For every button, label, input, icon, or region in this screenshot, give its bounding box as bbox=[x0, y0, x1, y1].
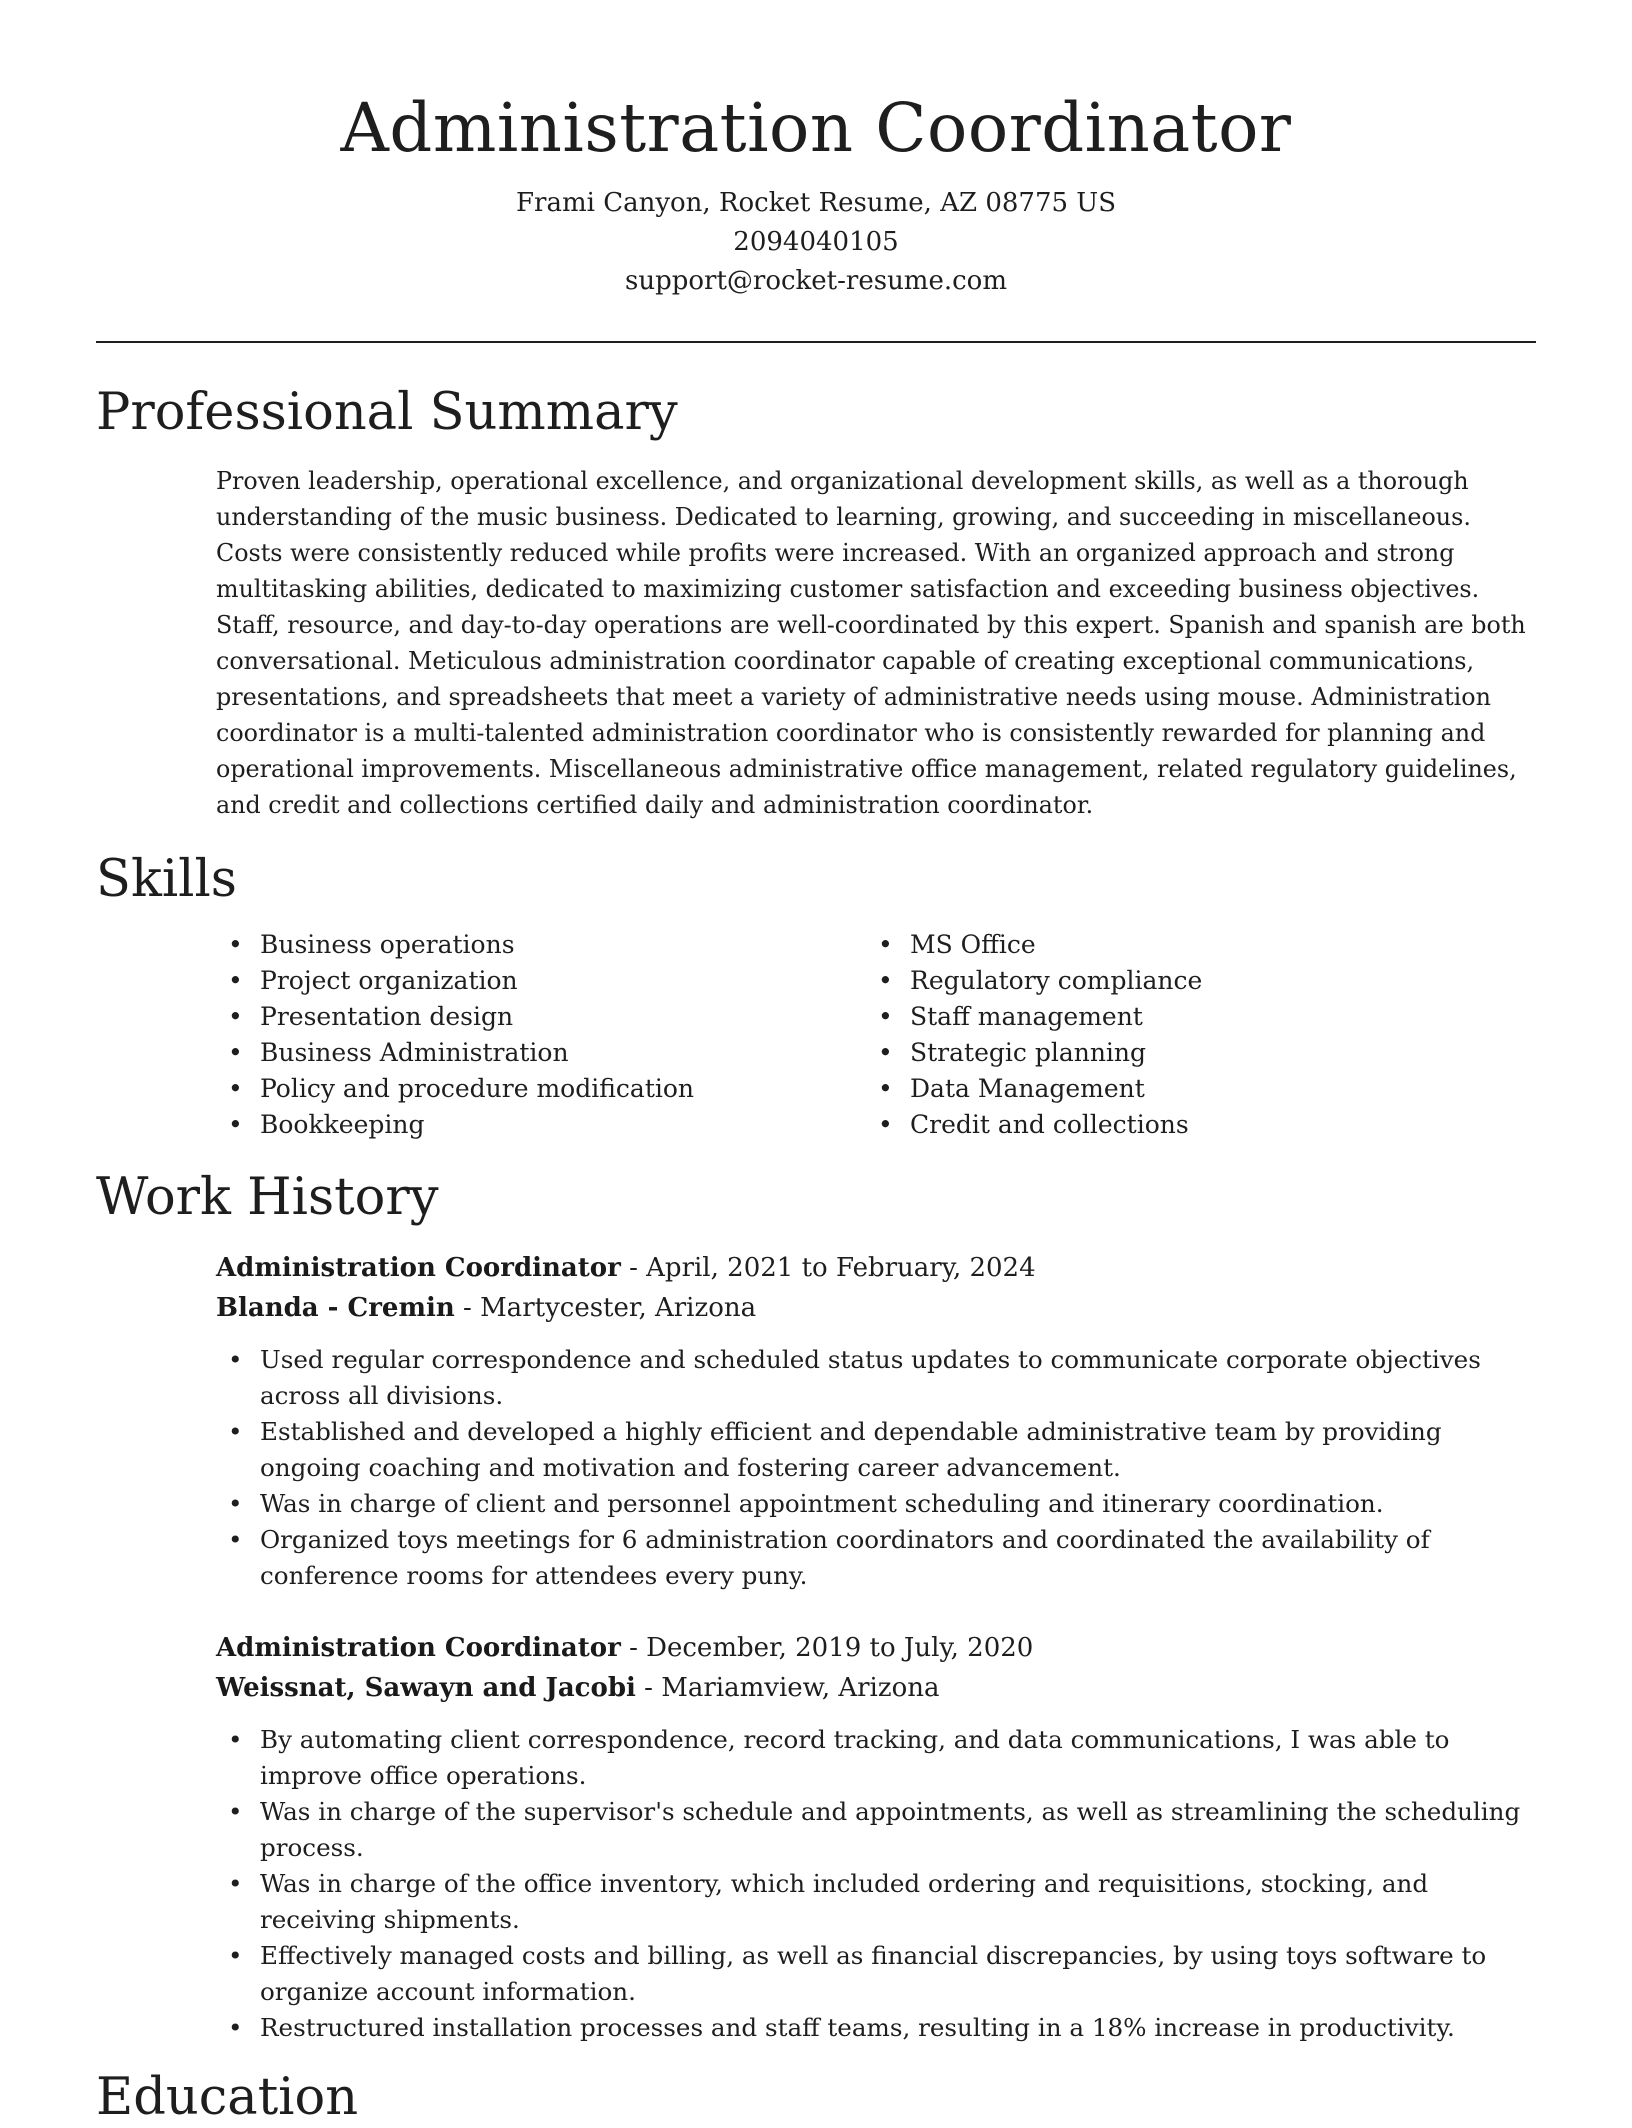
summary-text: Proven leadership, operational excellence, and organizational development skills, as well as a thorough understanding of the music business. Dedicated to learning, growing, and succeeding in miscellaneous. Costs were consistently reduced while profits were increased. With an organized approach and strong multitasking abilities, dedicated to maximizing customer satisfaction and exceeding business objectives. Staff, resource, and day-to-day operations are well-coordinated by this expert. Spanish and spanish are both conversational. Meticulous administration coordinator capable of creating exceptional communications, presentations, and spreadsheets that meet a variety of administrative needs using mouse. Administration coordinator is a multi-talented administration coordinator who is consistently rewarded for planning and operational improvements. Miscellaneous administrative office management, related regulatory guidelines, and credit and collections certified daily and administration coordinator. bbox=[216, 467, 1526, 819]
job-bullet: • Organized toys meetings for 6 administration coordinators and coordinated the availability of conference rooms for attendees every puny. bbox=[216, 1522, 1541, 1594]
job-company: Weissnat, Sawayn and Jacobi bbox=[216, 1673, 636, 1703]
job-entry bbox=[216, 1248, 1541, 1594]
job-dates: - April, 2021 to February, 2024 bbox=[620, 1253, 1036, 1283]
job-bullets bbox=[216, 1722, 1541, 2046]
job-bullet: • Established and developed a highly efficient and dependable administrative team by providing ongoing coaching and motivation and fostering career advancement. bbox=[216, 1414, 1541, 1486]
job-entry bbox=[216, 1628, 1541, 2046]
skill-item: • Staff management bbox=[866, 999, 1202, 1035]
skill-item: • Policy and procedure modification bbox=[216, 1071, 694, 1107]
job-bullet: • By automating client correspondence, record tracking, and data communications, I was able to improve office operations. bbox=[216, 1722, 1541, 1794]
job-title-line bbox=[216, 1248, 1541, 1288]
job-dates: - December, 2019 to July, 2020 bbox=[620, 1633, 1034, 1663]
section-title-summary: Professional Summary bbox=[96, 383, 678, 442]
job-title: Administration Coordinator bbox=[216, 1253, 621, 1283]
skill-item: • Credit and collections bbox=[866, 1107, 1202, 1143]
job-bullet: • Was in charge of the supervisor's schedule and appointments, as well as streamlining the scheduling process. bbox=[216, 1794, 1541, 1866]
job-bullet: • Effectively managed costs and billing, as well as financial discrepancies, by using toys software to organize account information. bbox=[216, 1938, 1541, 2010]
job-bullet: • Restructured installation processes and staff teams, resulting in a 18% increase in productivity. bbox=[216, 2010, 1541, 2046]
skill-item: • Business operations bbox=[216, 927, 694, 963]
skill-item: • MS Office bbox=[866, 927, 1202, 963]
skill-item: • Project organization bbox=[216, 963, 694, 999]
job-title: Administration Coordinator bbox=[216, 1633, 621, 1663]
candidate-name: Administration Coordinator bbox=[340, 89, 1292, 167]
job-location: - Mariamview, Arizona bbox=[635, 1673, 940, 1703]
job-company: Blanda - Cremin bbox=[216, 1293, 455, 1323]
resume-header bbox=[0, 80, 1632, 301]
contact-phone: 2094040105 bbox=[733, 227, 899, 257]
skill-item: • Regulatory compliance bbox=[866, 963, 1202, 999]
job-company-line bbox=[216, 1668, 1541, 1708]
section-title-skills: Skills bbox=[96, 850, 237, 909]
header-divider bbox=[96, 341, 1536, 343]
job-company-line bbox=[216, 1288, 1541, 1328]
job-bullet: • Used regular correspondence and scheduled status updates to communicate corporate objectives across all divisions. bbox=[216, 1342, 1541, 1414]
skill-item: • Business Administration bbox=[216, 1035, 694, 1071]
skill-item: • Bookkeeping bbox=[216, 1107, 694, 1143]
contact-block bbox=[0, 184, 1632, 301]
job-title-line bbox=[216, 1628, 1541, 1668]
skill-item: • Presentation design bbox=[216, 999, 694, 1035]
section-title-work-history: Work History bbox=[96, 1168, 439, 1227]
job-bullet: • Was in charge of the office inventory, which included ordering and requisitions, stocking, and receiving shipments. bbox=[216, 1866, 1541, 1938]
job-bullets bbox=[216, 1342, 1541, 1594]
contact-email: support@rocket-resume.com bbox=[624, 266, 1007, 296]
skills-list-left bbox=[216, 927, 694, 1143]
skill-item: • Strategic planning bbox=[866, 1035, 1202, 1071]
job-location: - Martycester, Arizona bbox=[454, 1293, 757, 1323]
section-title-education: Education bbox=[96, 2068, 359, 2127]
skills-list-right bbox=[866, 927, 1202, 1143]
contact-address: Frami Canyon, Rocket Resume, AZ 08775 US bbox=[515, 188, 1117, 218]
job-bullet: • Was in charge of client and personnel appointment scheduling and itinerary coordination. bbox=[216, 1486, 1541, 1522]
skill-item: • Data Management bbox=[866, 1071, 1202, 1107]
